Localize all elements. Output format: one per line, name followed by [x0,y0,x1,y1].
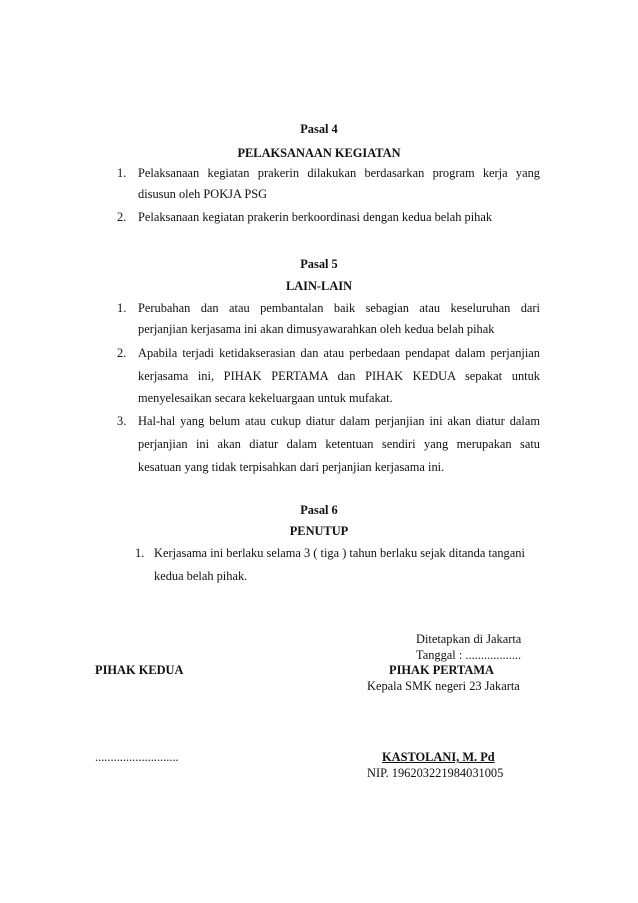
pasal-6-title: Pasal 6 [300,503,338,517]
party-one-name: KASTOLANI, M. Pd [382,750,495,764]
place-date-label: Ditetapkan di Jakarta [416,632,522,646]
party-two-label: PIHAK KEDUA [95,663,184,677]
list-item-number: 2. [117,210,127,224]
pasal-5-title: Pasal 5 [300,257,338,271]
list-item-number: 1. [135,546,145,560]
list-item-line: kerjasama ini, PIHAK PERTAMA dan PIHAK KEDUA sepakat untuk [138,369,540,383]
list-item-number: 3. [117,414,127,428]
list-item-line: disusun oleh POKJA PSG [138,187,268,201]
list-item-number: 1. [117,301,127,315]
party-two-name-placeholder: ........................... [95,750,179,764]
list-item-line: Pelaksanaan kegiatan prakerin berkoordinasi dengan kedua belah pihak [138,210,493,224]
party-one-title: Kepala SMK negeri 23 Jakarta [367,679,520,693]
pasal-5-heading: LAIN-LAIN [285,279,353,293]
party-one-nip: NIP. 196203221984031005 [367,766,504,780]
list-item-line: kedua belah pihak. [154,569,248,583]
list-item-line: Apabila terjadi ketidakserasian dan atau perbedaan pendapat dalam perjanjian [138,346,540,360]
list-item-line: kesatuan yang tidak terpisahkan dari perjanjian kerjasama ini. [138,460,445,474]
pasal-4-title: Pasal 4 [300,122,338,136]
date-label: Tanggal : .................. [416,648,522,662]
pasal-6-heading: PENUTUP [289,524,349,538]
list-item-line: Pelaksanaan kegiatan prakerin dilakukan berdasarkan program kerja yang [138,166,540,180]
list-item-line: menyelesaikan secara kekeluargaan untuk mufakat. [138,391,393,405]
pasal-4-heading: PELAKSANAAN KEGIATAN [237,146,401,160]
list-item-line: perjanjian kerjasama ini akan dimusyawarahkan oleh kedua belah pihak [138,322,495,336]
list-item-line: Kerjasama ini berlaku selama 3 ( tiga ) tahun berlaku sejak ditanda tangani [154,546,525,560]
party-one-label: PIHAK PERTAMA [389,663,494,677]
list-item-number: 1. [117,166,127,180]
list-item-number: 2. [117,346,127,360]
list-item-line: perjanjian ini akan diatur dalam ketentuan sendiri yang merupakan satu [138,437,540,451]
list-item-line: Hal-hal yang belum atau cukup diatur dalam perjanjian ini akan diatur dalam [138,414,540,428]
list-item-line: Perubahan dan atau pembantalan baik sebagian atau keseluruhan dari [138,301,540,315]
